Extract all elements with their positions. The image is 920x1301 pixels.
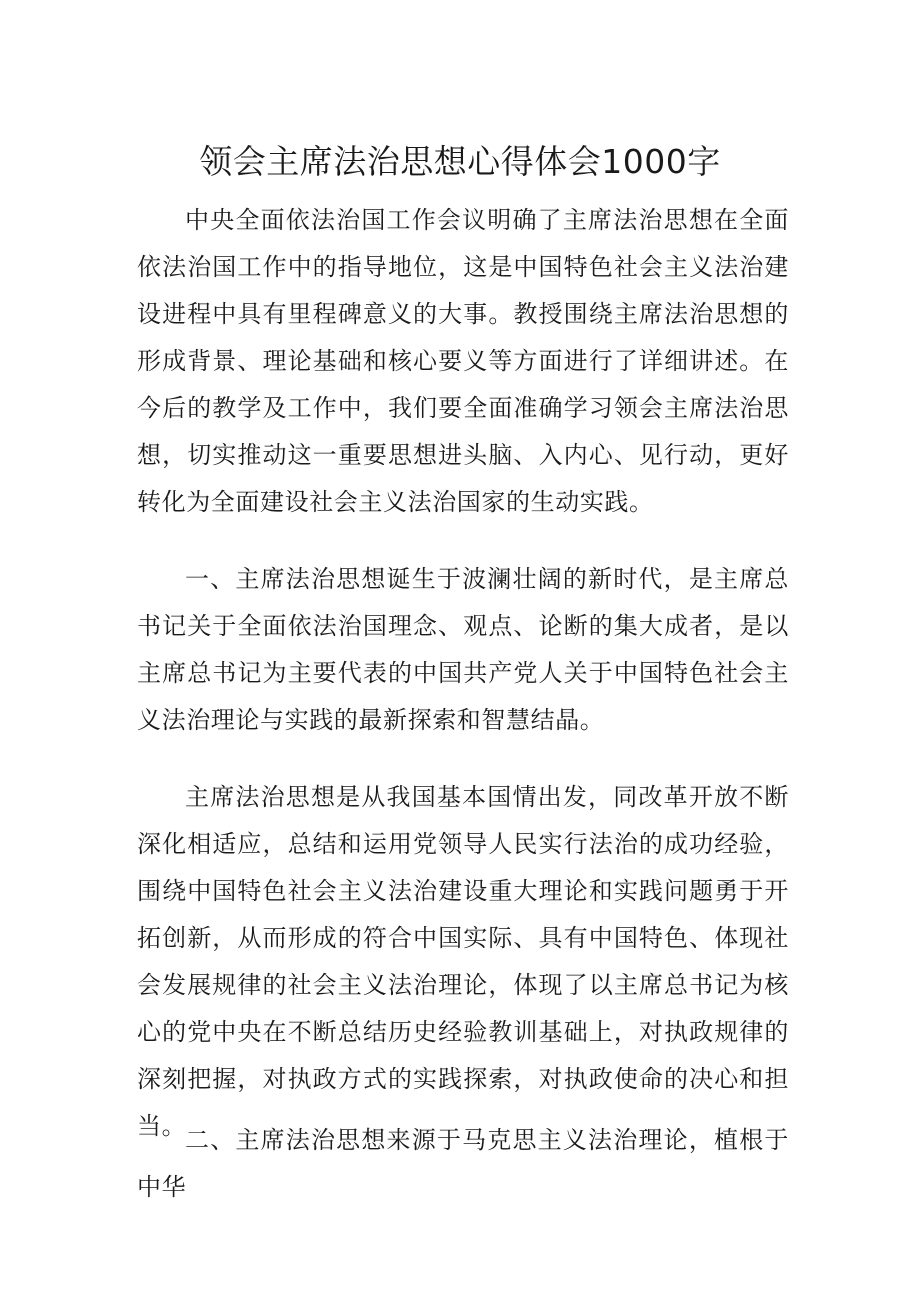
paragraph-section-two: 二、主席法治思想来源于马克思主义法治理论，植根于中华: [137, 1126, 789, 1201]
paragraph-intro: 中央全面依法治国工作会议明确了主席法治思想在全面依法治国工作中的指导地位，这是中国特色社会主义法治建设进程中具有里程碑意义的大事。教授围绕主席法治思想的形成背景、理论基础和核心要义等方面进行了详细讲述。在今后的教学及工作中，我们要全面准确学习领会主席法治思想，切实推动这一重要思想进头脑、入内心、见行动，更好转化为全面建设社会主义法治国家的生动实践。: [137, 206, 789, 516]
document-title: 领会主席法治思想心得体会1000字: [199, 142, 721, 181]
paragraph-section-one: 一、主席法治思想诞生于波澜壮阔的新时代，是主席总书记关于全面依法治国理念、观点、论断的集大成者，是以主席总书记为主要代表的中国共产党人关于中国特色社会主义法治理论与实践的最新探索和智慧结晶。: [137, 565, 789, 734]
paragraph-section-one-detail: 主席法治思想是从我国基本国情出发，同改革开放不断深化相适应，总结和运用党领导人民实行法治的成功经验，围绕中国特色社会主义法治建设重大理论和实践问题勇于开拓创新，从而形成的符合中国实际、具有中国特色、体现社会发展规律的社会主义法治理论，体现了以主席总书记为核心的党中央在不断总结历史经验教训基础上，对执政规律的深刻把握，对执政方式的实践探索，对执政使命的决心和担当。: [137, 783, 789, 1140]
